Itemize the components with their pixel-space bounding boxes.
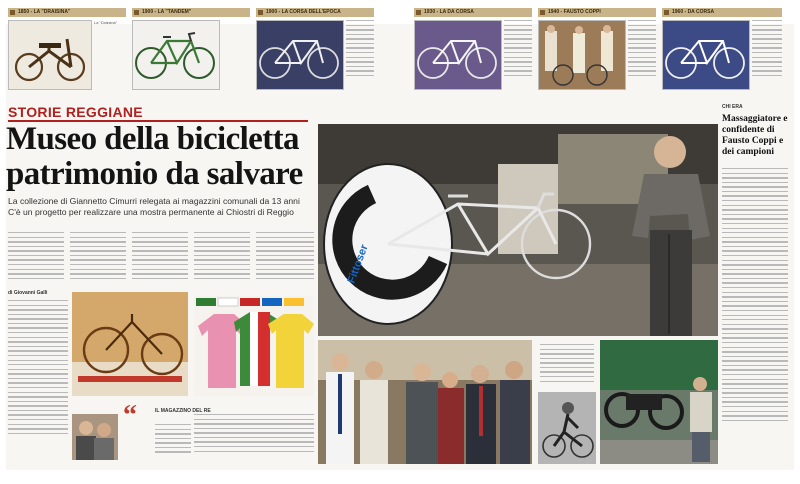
strip-item	[8, 8, 126, 90]
jerseys-photo	[194, 296, 314, 396]
article-column	[8, 300, 68, 437]
strip-item	[414, 8, 532, 90]
portrait-photo	[72, 414, 118, 460]
quote-text-lines	[155, 424, 191, 456]
vintage-racing-bicycle-image	[257, 21, 343, 89]
section-kicker: STORIE REGGIANE	[8, 104, 143, 120]
strip-photo	[8, 20, 92, 90]
strip-heading: 1900 - LA "TANDEM"	[132, 8, 250, 17]
page-headline	[6, 122, 326, 192]
vintage-cyclist-image	[538, 392, 596, 464]
modern-racing-bicycle-image	[663, 21, 749, 89]
subhead-line-1: La collezione di Giannetto Cimurri relegata ai magazzini comunali da 13 anni	[8, 196, 300, 206]
byline: di Giovanni Galli	[8, 290, 48, 296]
subheadline	[8, 196, 326, 218]
strip-photo	[538, 20, 626, 90]
strip-photo	[132, 20, 220, 90]
cyclist-bw-photo	[538, 392, 596, 464]
headline-line-1: Museo della bicicletta	[6, 121, 299, 157]
strip-text-lines	[346, 20, 374, 80]
man-with-bicycle-image	[318, 124, 718, 336]
strip-heading: 1940 - FAUSTO COPPI	[538, 8, 656, 17]
people-with-bicycles-image	[539, 21, 625, 89]
main-photo	[318, 124, 718, 336]
headline-line-2: patrimonio da salvare	[6, 156, 303, 192]
strip-text-lines	[752, 20, 782, 80]
motorbike-photo	[600, 340, 718, 464]
strip-item	[256, 8, 374, 90]
quote-mark-icon: “	[123, 400, 137, 431]
green-bicycle-image	[133, 21, 219, 89]
strip-text-lines	[628, 20, 656, 80]
strip-heading: 1960 - DA CORSA	[662, 8, 782, 17]
disc-wheel-lettering: Fittoser	[345, 243, 371, 286]
strip-photo	[414, 20, 502, 90]
draisine-bicycle-image	[9, 21, 91, 89]
penny-farthing-photo	[72, 292, 188, 396]
sidebar-text-lines	[722, 168, 788, 424]
article-column	[256, 232, 314, 282]
strip-item	[662, 8, 782, 90]
strip-heading: 1930 - LA DA CORSA	[414, 8, 532, 17]
sidebar-label: CHI ERA	[722, 104, 743, 110]
penny-farthing-image	[72, 292, 188, 396]
two-men-image	[72, 414, 118, 460]
strip-heading: 1850 - LA "DRAISINA"	[8, 8, 126, 17]
strip-photo	[256, 20, 344, 90]
cycling-jerseys-image	[194, 296, 314, 396]
inset-caption-lines	[540, 344, 594, 385]
strip-item	[538, 8, 656, 90]
subhead-line-2: C'è un progetto per realizzare una mostra permanente ai Chiostri di Reggio	[8, 207, 294, 217]
article-column	[70, 232, 126, 282]
article-column	[194, 232, 250, 282]
strip-heading: 1900 - LA CORSA DELL'EPOCA	[256, 8, 374, 17]
strip-photo	[662, 20, 750, 90]
article-column	[8, 232, 64, 282]
quote-heading: IL MAGAZZINO DEL RE	[155, 408, 211, 414]
strip-caption: La "Draisina"	[94, 20, 118, 25]
man-with-motorbike-image	[600, 340, 718, 464]
article-column	[132, 232, 188, 282]
sidebar-title: Massaggiatore e confidente di Fausto Coppi e dei campioni	[722, 114, 788, 157]
group-of-people-image	[318, 340, 532, 464]
racing-bicycle-image	[415, 21, 501, 89]
strip-text-lines	[504, 20, 532, 80]
strip-item	[132, 8, 250, 90]
group-photo	[318, 340, 532, 464]
article-column	[194, 414, 314, 455]
